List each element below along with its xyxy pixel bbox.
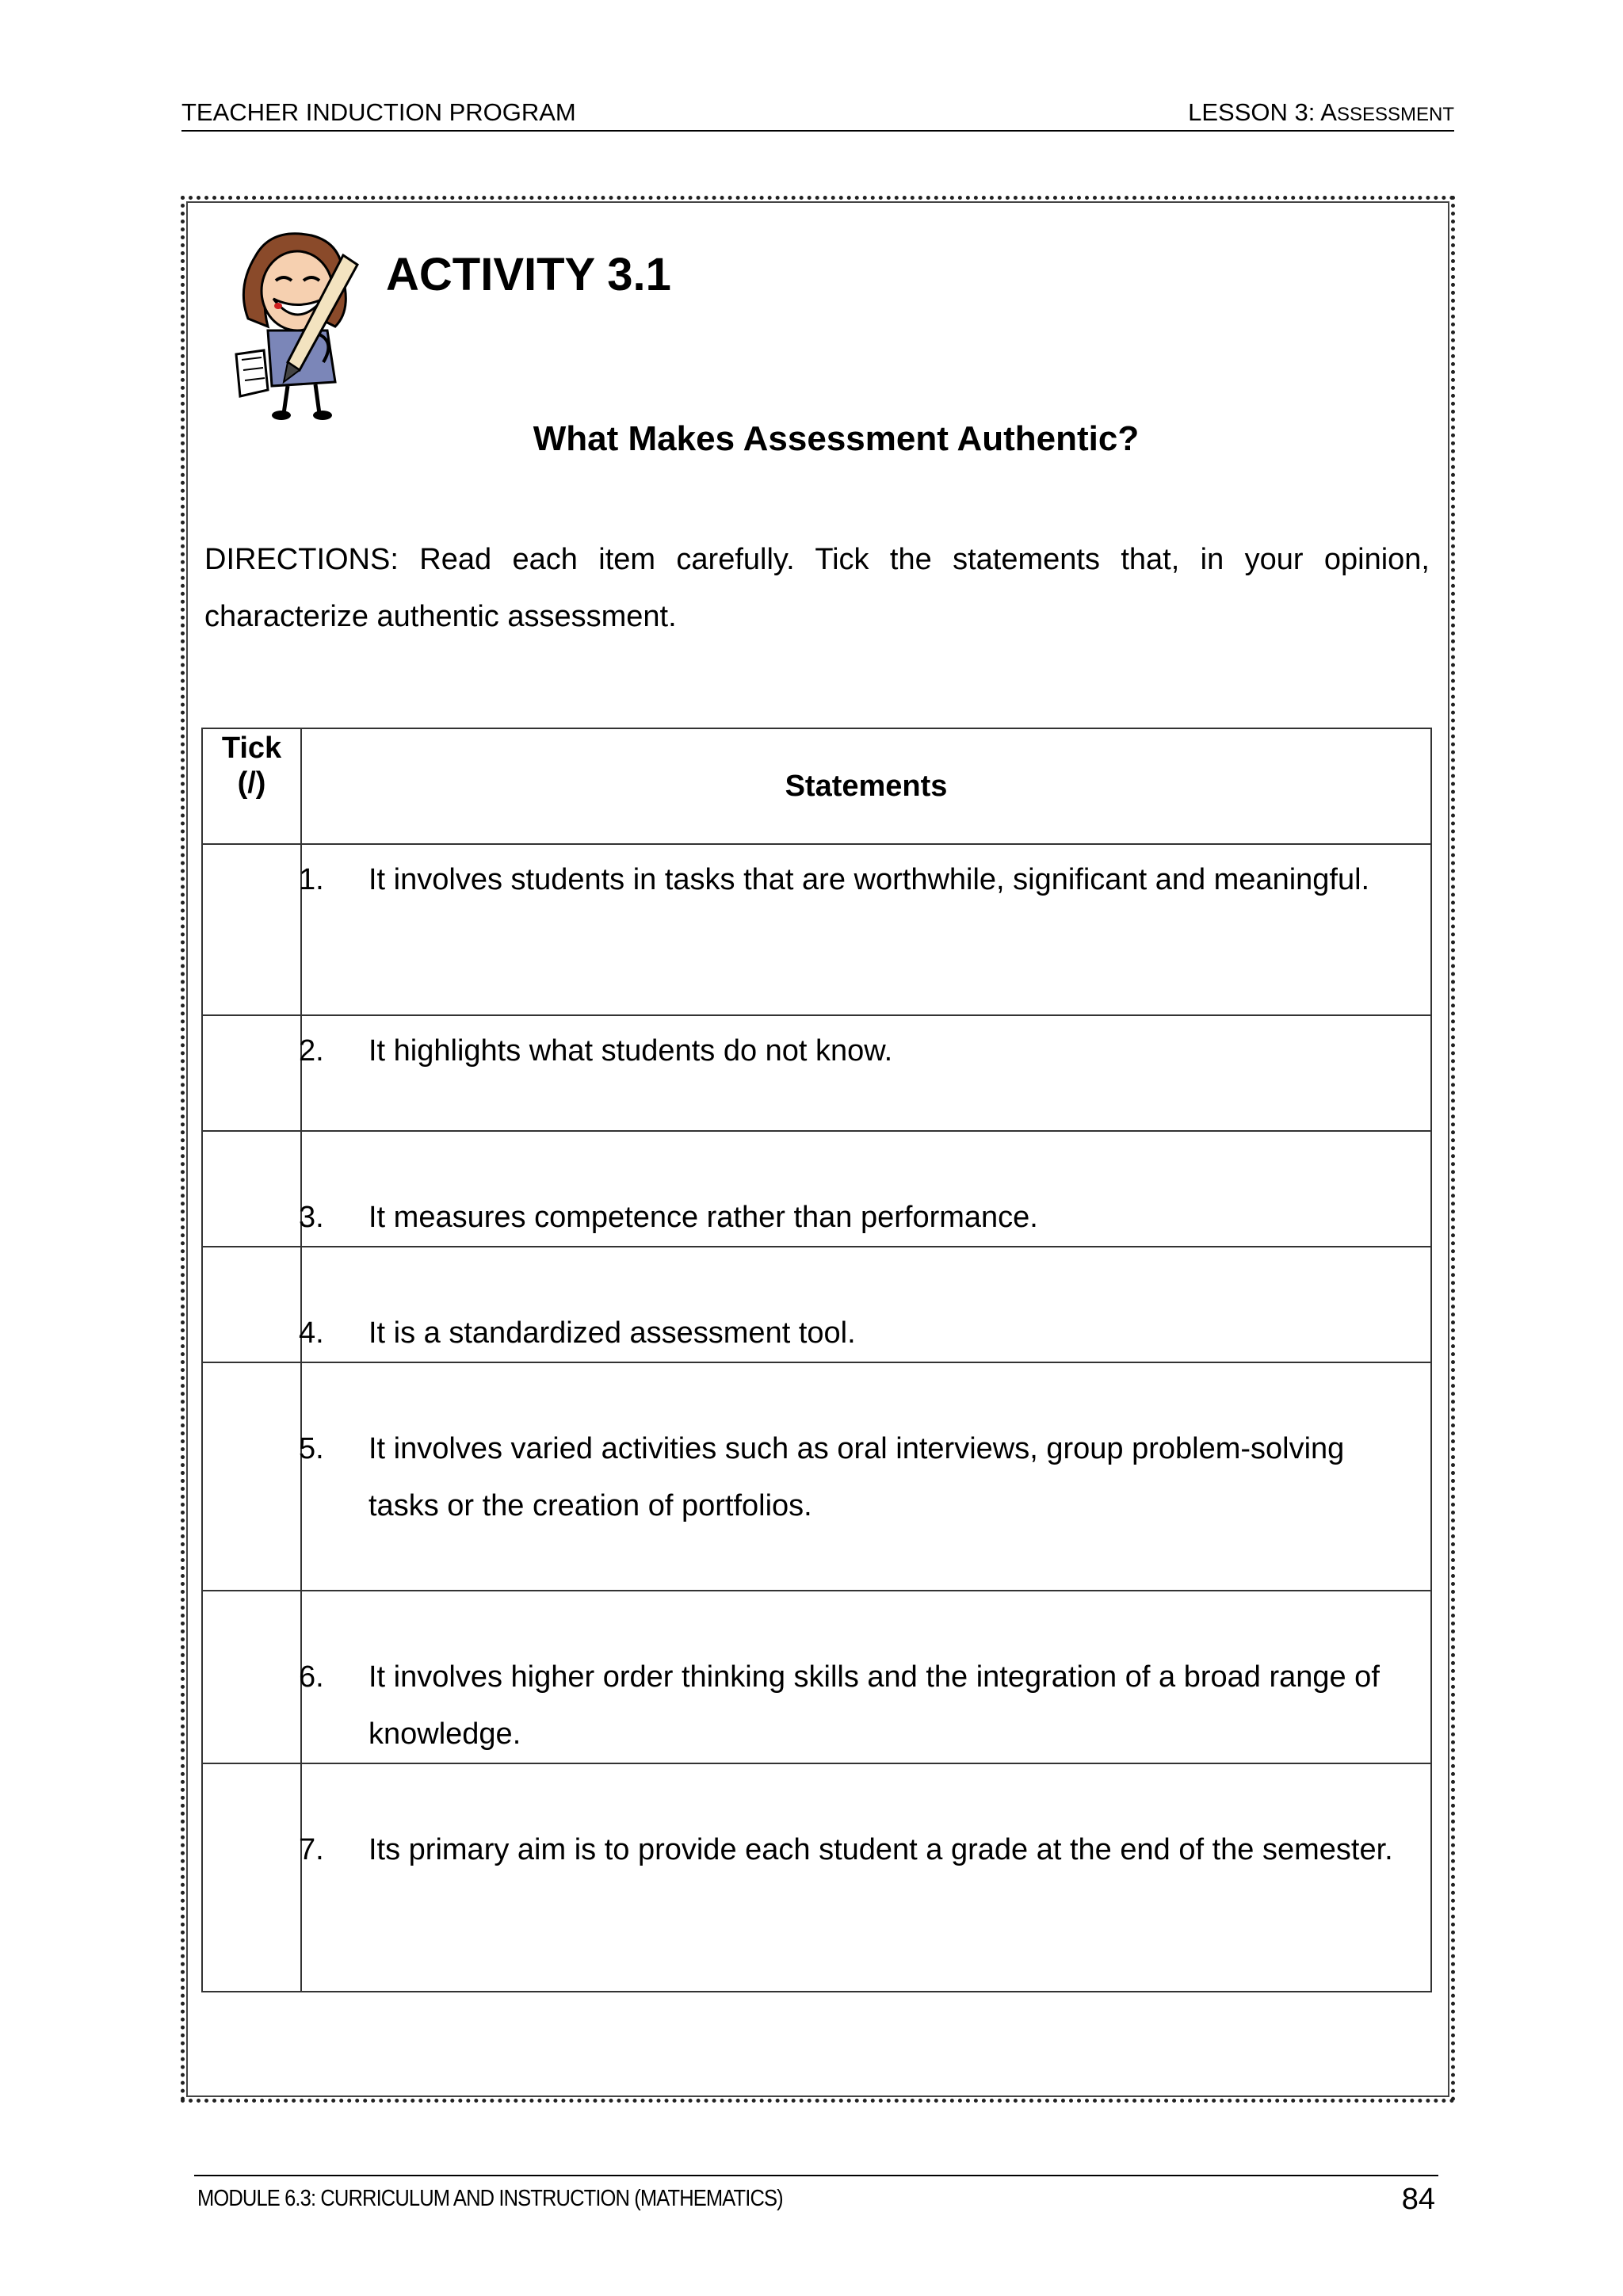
tick-cell[interactable] (202, 1247, 301, 1362)
tick-cell[interactable] (202, 844, 301, 1015)
teacher-mascot-icon (224, 223, 367, 422)
table-row (202, 1015, 1431, 1131)
statement-cell: 4. It is a standardized assessment tool. (301, 1247, 1431, 1362)
page-number: 84 (1401, 2183, 1435, 2216)
statement-cell: 6. It involves higher order thinking skills and the integration of a broad range of knowledge. (301, 1591, 1431, 1763)
table-row (202, 1247, 1431, 1362)
tick-cell[interactable] (202, 1362, 301, 1591)
table-row (202, 1362, 1431, 1591)
tick-cell[interactable] (202, 1131, 301, 1247)
tick-column-header: Tick (/) (202, 728, 301, 844)
statement-cell: 7. Its primary aim is to provide each student a grade at the end of the semester. (301, 1763, 1431, 1992)
table-row (202, 1591, 1431, 1763)
table-row (202, 1763, 1431, 1992)
activity-subtitle: What Makes Assessment Authentic? (533, 419, 1140, 458)
statements-table (201, 728, 1432, 1992)
tick-cell[interactable] (202, 1763, 301, 1992)
statements-column-header: Statements (301, 728, 1431, 844)
statement-cell: 1. It involves students in tasks that are worthwhile, significant and meaningful. (301, 844, 1431, 1015)
statement-cell: 3. It measures competence rather than performance. (301, 1131, 1431, 1247)
table-header-row (202, 728, 1431, 844)
page-footer (194, 2175, 1438, 2224)
activity-title: ACTIVITY 3.1 (386, 249, 671, 300)
directions-text: DIRECTIONS: Read each item carefully. Tick the statements that, in your opinion, characterize authentic assessment. (204, 543, 1430, 633)
lesson-label: LESSON 3: ASSESSMENT (1188, 98, 1454, 126)
module-title: MODULE 6.3: CURRICULUM AND INSTRUCTION (MATHEMATICS) (197, 2186, 783, 2211)
tick-cell[interactable] (202, 1015, 301, 1131)
statement-cell: 2. It highlights what students do not know. (301, 1015, 1431, 1131)
tick-cell[interactable] (202, 1591, 301, 1763)
statement-cell: 5. It involves varied activities such as oral interviews, group problem-solving tasks or the creation of portfolios. (301, 1362, 1431, 1591)
table-row (202, 1131, 1431, 1247)
program-name: TEACHER INDUCTION PROGRAM (181, 98, 576, 126)
table-row (202, 844, 1431, 1015)
page-header (181, 95, 1454, 132)
